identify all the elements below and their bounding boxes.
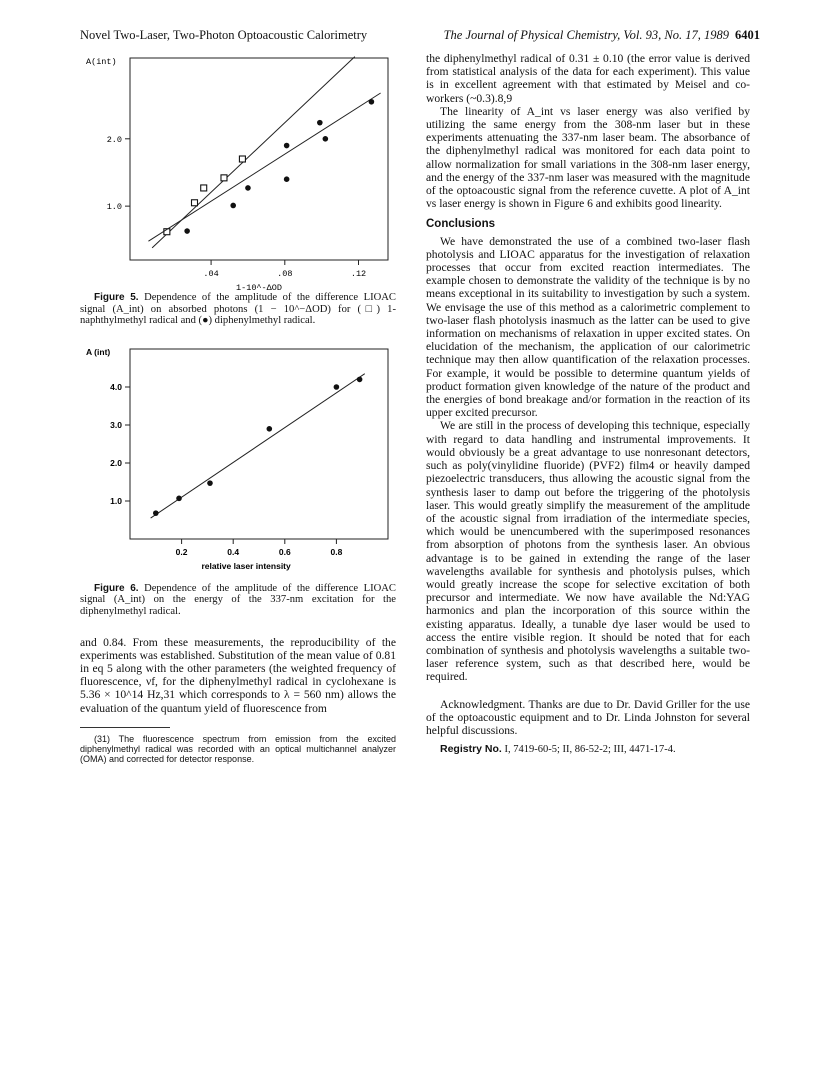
x-axis-label: 1-10^-ΔOD [236,283,282,292]
data-point-filled-circle [207,480,213,486]
fit-line [151,373,365,517]
plot-frame [130,349,388,539]
footnote-31: (31) The fluorescence spectrum from emission from the excited diphenylmethyl radical was recorded with an optical multichannel analyzer (OMA) and corrected for detector response. [80,733,396,765]
y-axis-label: A(int) [86,57,117,67]
y-axis-label: A (int) [86,346,111,357]
figure-5-caption-text: Dependence of the amplitude of the difference LIOAC signal (A_int) on absorbed photons (1 − 10^−ΔOD) for (□) 1-naphthylmethyl radical and (●) diphenylmethyl radical. [80,292,396,327]
paragraph-1: the diphenylmethyl radical of 0.31 ± 0.10 (the error value is derived from statistical analysis of the data for each experiment). This value is in excellent agreement with that estimated by Meisel and co-workers (~0.3).8,9 [426,52,750,105]
journal-citation: The Journal of Physical Chemistry, Vol. 93, No. 17, 1989 [443,28,729,42]
data-point-filled-circle [184,228,190,234]
fit-line [148,93,380,241]
x-tick-label: .08 [277,269,293,279]
data-point-filled-circle [176,495,182,501]
paragraph-3: We have demonstrated the use of a combined two-laser flash photolysis and LIOAC apparatus for the investigation of relaxation processes that occur from excited reaction intermediates. The example chosen to demonstrate the validity of the technique is by no means exceptional in its suitability to investigation by such a system. We envisage the use of this method as a calorimetric complement to two-laser flash photolysis inasmuch as the latter can be used to give information on mechanisms of relaxation in upper excited states. On elucidation of the mechanism, the application of our calorimetric technique may then allow quantification of the relaxation processes. For example, it would be possible to determine quantum yields of product formation given knowledge of the nature of the product and the energies of bond breakage and/or formation in the reaction of its upper excited precursor. [426,234,750,420]
data-point-filled-circle [323,136,329,142]
data-point-open-square [192,200,198,206]
page-number: 6401 [735,28,760,42]
data-point-filled-circle [267,426,273,432]
figure-5-caption [80,292,396,327]
acknowledgment: Acknowledgment. Thanks are due to Dr. David Griller for the use of the optoacoustic equipment and to Dr. Linda Johnston for several helpful discussions. [426,697,750,737]
data-point-filled-circle [357,376,363,382]
x-tick-label: 0.2 [175,546,188,557]
data-point-filled-circle [230,203,236,209]
data-point-filled-circle [284,143,290,149]
x-tick-label: .12 [350,269,367,279]
x-tick-label: 0.8 [330,546,343,557]
registry-label: Registry No. [440,743,502,756]
data-point-filled-circle [153,510,159,516]
x-tick-label: 0.4 [227,546,240,557]
data-point-filled-circle [284,176,290,182]
y-tick-label: 2.0 [110,457,122,468]
paragraph-4: We are still in the process of developing this technique, especially with regard to data handling and instrumental improvements. It would obviously be a great advantage to use nonresonant detectors, such as poly(vinylidine fluoride) (PVF2) film4 or heavily damped piezoelectric transducers, thus allowing the acoustic signal from the synthesis laser to damp out before the triggering of the photolysis laser. This would greatly simplify the measurement of the amplitude of the acoustic signal from irradiation of the intermediate species, which would be unencumbered with the superimposed resonances from absorption of photons from the synthesis laser. An obvious advantage is to be gained in extending the range of the laser wavelengths available for synthesis and photolysis pulses, which would greatly increase the scope for selective excitation of both precursor and intermediate. We now have available the Nd:YAG harmonics and plan the incorporation of this source within the existing apparatus. Ideally, a tunable dye laser would be used to access the entire visible region. It should be noted that for each combination of synthesis and photolysis wavelengths a suitable two-laser reference system, such as that described here, would be required. [426,419,750,684]
left-column [80,52,396,764]
y-tick-label: 1.0 [110,495,122,506]
y-tick-label: 1.0 [106,202,122,213]
figure-6 [80,343,396,618]
y-tick-label: 2.0 [106,134,122,145]
data-point-filled-circle [334,384,340,390]
data-point-filled-circle [317,120,323,126]
data-point-filled-circle [245,185,251,191]
figure-5-label: Figure 5. [94,292,139,303]
paragraph-2: The linearity of A_int vs laser energy was also verified by utilizing the same energy from the 308-nm laser but in these experiments attenuating the 337-nm laser beam. The absorbance of the diphenylmethyl radical was monitored for each data point to allow normalization for small variations in the 308-nm laser energy, and the energy of the 337-nm laser was measured with the magnitude of the optoacoustic signal from the reference cuvette. A plot of A_int vs laser energy is shown in Figure 6 and exhibits good linearity. [426,104,750,211]
data-point-open-square [201,185,207,191]
data-point-open-square [239,156,245,162]
x-axis-label: relative laser intensity [201,560,291,571]
figure-5 [80,52,396,327]
data-point-open-square [221,175,227,181]
running-header-journal [444,28,760,43]
y-tick-label: 4.0 [110,381,122,392]
footnote-rule [80,727,170,728]
x-tick-label: .04 [203,269,219,279]
left-body-text: and 0.84. From these measurements, the reproducibility of the experiments was established. Substitution of the mean value of 0.81 in eq 5 along with the other parameters (the weighted frequency of fluorescence, νf, for the diphenylmethyl radical in cyclohexane is 5.36 × 10^14 Hz,31 which corresponds to λ = 560 nm) allows the evaluation of the quantum yield of fluorescence from [80,635,396,715]
data-point-filled-circle [369,99,375,105]
y-tick-label: 3.0 [110,419,122,430]
figure-6-caption [80,583,396,618]
right-column [426,52,750,756]
figure-6-chart [80,343,396,583]
x-tick-label: 0.6 [278,546,291,557]
registry-text: I, 7419-60-5; II, 86-52-2; III, 4471-17-4. [504,744,676,756]
registry-numbers [426,743,750,756]
figure-5-chart [80,52,396,292]
running-header-title: Novel Two-Laser, Two-Photon Optoacoustic Calorimetry [80,28,368,42]
figure-6-label: Figure 6. [94,582,139,594]
section-heading-conclusions: Conclusions [426,218,496,231]
figure-6-caption-text: Dependence of the amplitude of the difference LIOAC signal (A_int) on the energy of the 337-nm excitation for the diphenylmethyl radical. [80,582,396,617]
